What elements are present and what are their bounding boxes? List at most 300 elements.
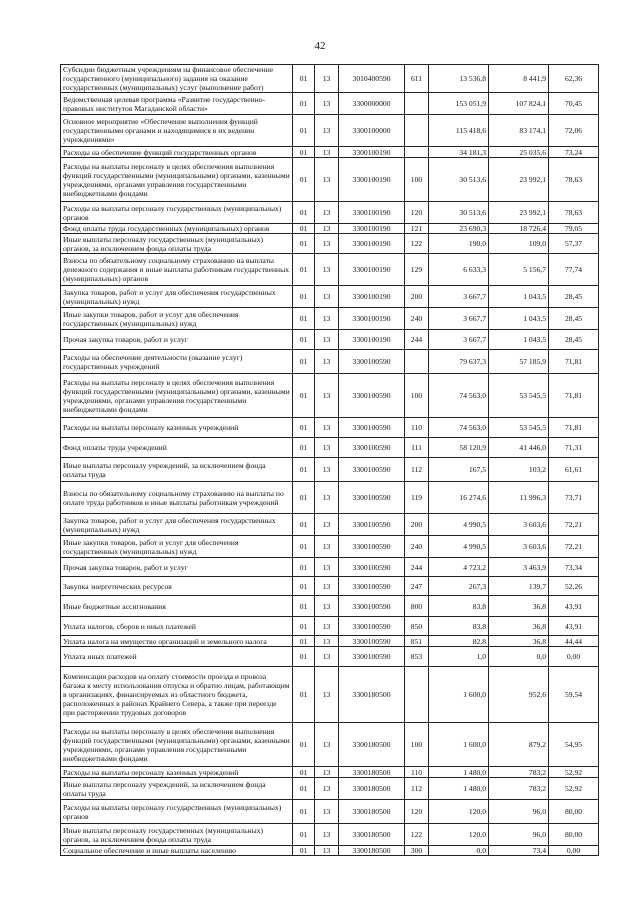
cell-expense-name: Расходы на выплаты персоналу в целях обеспечения выполнения функций государственными (муниципальными) органами, казенными учреждениями, органами управления государственными внебюджетными фондами	[61, 723, 293, 767]
cell-execution-percent: 73,34	[549, 558, 599, 577]
cell-expense-name: Иные выплаты персоналу государственных (муниципальных) органов, за исключением фонда оплаты труда	[61, 234, 293, 254]
cell-expense-type: 851	[405, 636, 429, 647]
cell-executed-amount: 18 726,4	[489, 224, 549, 234]
cell-subsection: 13	[315, 115, 339, 147]
cell-execution-percent: 28,45	[549, 330, 599, 350]
cell-expense-type: 611	[405, 65, 429, 93]
cell-execution-percent: 80,00	[549, 824, 599, 846]
cell-approved-amount: 30 513,6	[429, 202, 489, 224]
cell-executed-amount: 23 992,1	[489, 158, 549, 202]
cell-executed-amount: 23 992,1	[489, 202, 549, 224]
cell-subsection: 13	[315, 308, 339, 330]
cell-expense-type: 200	[405, 286, 429, 308]
cell-target-article: 3300100590	[339, 596, 405, 617]
cell-expense-name: Фонд оплаты труда учреждений	[61, 438, 293, 458]
cell-executed-amount: 3 463,9	[489, 558, 549, 577]
cell-subsection: 13	[315, 824, 339, 846]
table-row	[61, 286, 599, 308]
cell-expense-name: Иные закупки товаров, работ и услуг для обеспечения государственных (муниципальных) нужд	[61, 308, 293, 330]
table-row	[61, 158, 599, 202]
cell-expense-type: 240	[405, 308, 429, 330]
cell-approved-amount: 16 274,6	[429, 482, 489, 514]
cell-section: 01	[293, 438, 315, 458]
cell-section: 01	[293, 147, 315, 158]
cell-target-article: 3010400590	[339, 65, 405, 93]
cell-subsection: 13	[315, 254, 339, 286]
cell-expense-type	[405, 350, 429, 374]
cell-expense-type: 800	[405, 596, 429, 617]
cell-executed-amount: 96,0	[489, 800, 549, 824]
cell-target-article: 3300100000	[339, 115, 405, 147]
table-row	[61, 482, 599, 514]
cell-expense-type	[405, 667, 429, 723]
cell-target-article: 3300180500	[339, 800, 405, 824]
cell-expense-type: 244	[405, 330, 429, 350]
cell-executed-amount: 1 043,5	[489, 308, 549, 330]
cell-executed-amount: 103,2	[489, 458, 549, 482]
table-row	[61, 767, 599, 778]
cell-execution-percent: 73,24	[549, 147, 599, 158]
cell-target-article: 3300100590	[339, 647, 405, 667]
cell-target-article: 3300100190	[339, 330, 405, 350]
cell-expense-name: Иные бюджетные ассигнования	[61, 596, 293, 617]
cell-target-article: 3300100190	[339, 234, 405, 254]
cell-execution-percent: 52,92	[549, 778, 599, 800]
cell-expense-name: Фонд оплаты труда государственных (муниципальных) органов	[61, 224, 293, 234]
cell-target-article: 3300100590	[339, 617, 405, 636]
cell-executed-amount: 109,0	[489, 234, 549, 254]
cell-subsection: 13	[315, 617, 339, 636]
table-row	[61, 115, 599, 147]
cell-expense-name: Расходы на обеспечение функций государственных органов	[61, 147, 293, 158]
cell-execution-percent: 77,74	[549, 254, 599, 286]
cell-executed-amount: 11 996,3	[489, 482, 549, 514]
cell-expense-name: Компенсация расходов на оплату стоимости проезда и провоза багажа к месту использования отпуска и обратно лицам, работающим в организациях, финансируемых из областного бюджета, расположенных в районах Крайнего Севера, а также при переезде при расторжении трудовых договоров	[61, 667, 293, 723]
cell-subsection: 13	[315, 147, 339, 158]
table-row	[61, 800, 599, 824]
cell-section: 01	[293, 202, 315, 224]
cell-section: 01	[293, 224, 315, 234]
cell-executed-amount: 36,8	[489, 636, 549, 647]
cell-subsection: 13	[315, 723, 339, 767]
cell-expense-type: 100	[405, 723, 429, 767]
cell-executed-amount: 783,2	[489, 778, 549, 800]
cell-execution-percent: 71,81	[549, 418, 599, 438]
cell-subsection: 13	[315, 800, 339, 824]
cell-approved-amount: 30 513,6	[429, 158, 489, 202]
cell-execution-percent: 43,91	[549, 596, 599, 617]
cell-expense-name: Взносы по обязательному социальному страхованию на выплаты денежного содержания и иные выплаты работникам государственных (муниципальных) органов	[61, 254, 293, 286]
cell-section: 01	[293, 536, 315, 558]
cell-target-article: 3300100590	[339, 418, 405, 438]
cell-expense-name: Иные выплаты персоналу государственных (муниципальных) органов, за исключением фонда оплаты труда	[61, 824, 293, 846]
cell-subsection: 13	[315, 418, 339, 438]
cell-executed-amount: 73,4	[489, 846, 549, 856]
cell-expense-name: Иные выплаты персоналу учреждений, за исключением фонда оплаты труда	[61, 778, 293, 800]
cell-target-article: 3300180500	[339, 767, 405, 778]
cell-approved-amount: 3 667,7	[429, 308, 489, 330]
cell-subsection: 13	[315, 846, 339, 856]
cell-expense-type: 120	[405, 800, 429, 824]
cell-executed-amount: 5 156,7	[489, 254, 549, 286]
cell-expense-name: Расходы на выплаты персоналу государственных (муниципальных) органов	[61, 202, 293, 224]
cell-section: 01	[293, 596, 315, 617]
cell-executed-amount: 96,0	[489, 824, 549, 846]
cell-target-article: 3300100590	[339, 438, 405, 458]
cell-expense-type: 122	[405, 234, 429, 254]
table-body	[61, 65, 599, 856]
cell-expense-name: Закупка товаров, работ и услуг для обеспечения государственных (муниципальных) нужд	[61, 514, 293, 536]
cell-approved-amount: 34 181,3	[429, 147, 489, 158]
cell-subsection: 13	[315, 224, 339, 234]
cell-expense-type: 120	[405, 202, 429, 224]
cell-approved-amount: 58 120,9	[429, 438, 489, 458]
cell-target-article: 3300180500	[339, 824, 405, 846]
cell-execution-percent: 0,00	[549, 846, 599, 856]
cell-section: 01	[293, 93, 315, 115]
cell-approved-amount: 1,0	[429, 647, 489, 667]
table-row	[61, 93, 599, 115]
cell-approved-amount: 267,3	[429, 577, 489, 596]
cell-approved-amount: 167,5	[429, 458, 489, 482]
table-row	[61, 514, 599, 536]
cell-expense-name: Субсидии бюджетным учреждениям на финансовое обеспечение государственного (муниципального) задания на оказание государственных (муниципальных) услуг (выполнение работ)	[61, 65, 293, 93]
cell-target-article: 3300100590	[339, 374, 405, 418]
cell-section: 01	[293, 330, 315, 350]
budget-table	[60, 64, 599, 856]
table-row	[61, 558, 599, 577]
cell-approved-amount: 1 600,0	[429, 723, 489, 767]
cell-section: 01	[293, 286, 315, 308]
table-row	[61, 224, 599, 234]
cell-expense-name: Взносы по обязательному социальному страхованию на выплаты по оплате труда работников и иные выплаты работникам учреждений	[61, 482, 293, 514]
cell-execution-percent: 71,81	[549, 374, 599, 418]
cell-section: 01	[293, 418, 315, 438]
cell-executed-amount: 1 043,5	[489, 286, 549, 308]
cell-execution-percent: 78,63	[549, 158, 599, 202]
cell-executed-amount: 1 043,5	[489, 330, 549, 350]
cell-target-article: 3300100190	[339, 224, 405, 234]
cell-execution-percent: 71,81	[549, 350, 599, 374]
cell-expense-type: 240	[405, 536, 429, 558]
table-row	[61, 65, 599, 93]
cell-execution-percent: 52,26	[549, 577, 599, 596]
table-row	[61, 778, 599, 800]
cell-target-article: 3300100190	[339, 202, 405, 224]
cell-subsection: 13	[315, 482, 339, 514]
table-row	[61, 438, 599, 458]
cell-subsection: 13	[315, 636, 339, 647]
cell-target-article: 3300180500	[339, 846, 405, 856]
cell-section: 01	[293, 617, 315, 636]
cell-subsection: 13	[315, 514, 339, 536]
cell-expense-name: Основное мероприятие «Обеспечение выполнения функций государственными органами и находящимися в их ведении учреждениями»	[61, 115, 293, 147]
cell-expense-type: 100	[405, 158, 429, 202]
cell-section: 01	[293, 350, 315, 374]
cell-approved-amount: 74 563,0	[429, 374, 489, 418]
cell-subsection: 13	[315, 234, 339, 254]
cell-expense-type: 112	[405, 778, 429, 800]
cell-target-article: 3300100590	[339, 577, 405, 596]
cell-section: 01	[293, 824, 315, 846]
cell-subsection: 13	[315, 778, 339, 800]
cell-expense-type	[405, 115, 429, 147]
cell-expense-name: Расходы на выплаты персоналу в целях обеспечения выполнения функций государственными (муниципальными) органами, казенными учреждениями, органами управления государственными внебюджетными фондами	[61, 158, 293, 202]
cell-execution-percent: 52,92	[549, 767, 599, 778]
cell-approved-amount: 120,0	[429, 824, 489, 846]
cell-approved-amount: 83,8	[429, 596, 489, 617]
cell-subsection: 13	[315, 667, 339, 723]
cell-expense-name: Расходы на выплаты персоналу казенных учреждений	[61, 418, 293, 438]
cell-target-article: 3300100190	[339, 147, 405, 158]
cell-expense-name: Расходы на выплаты персоналу в целях обеспечения выполнения функций государственными (муниципальными) органами, казенными учреждениями, органами управления государственными внебюджетными фондами	[61, 374, 293, 418]
cell-section: 01	[293, 647, 315, 667]
cell-subsection: 13	[315, 596, 339, 617]
cell-section: 01	[293, 514, 315, 536]
cell-section: 01	[293, 558, 315, 577]
cell-expense-type: 112	[405, 458, 429, 482]
cell-approved-amount: 153 051,9	[429, 93, 489, 115]
cell-executed-amount: 3 603,6	[489, 536, 549, 558]
cell-expense-type: 200	[405, 514, 429, 536]
cell-expense-name: Расходы на обеспечение деятельности (оказание услуг) государственных учреждений	[61, 350, 293, 374]
cell-expense-name: Иные выплаты персоналу учреждений, за исключением фонда оплаты труда	[61, 458, 293, 482]
cell-execution-percent: 28,45	[549, 308, 599, 330]
cell-expense-name: Уплата налога на имущество организаций и земельного налога	[61, 636, 293, 647]
cell-expense-name: Ведомственная целевая программа «Развитие государственно-правовых институтов Магаданской области»	[61, 93, 293, 115]
cell-approved-amount: 120,0	[429, 800, 489, 824]
cell-execution-percent: 72,21	[549, 536, 599, 558]
cell-subsection: 13	[315, 767, 339, 778]
cell-execution-percent: 78,63	[549, 202, 599, 224]
cell-expense-type	[405, 147, 429, 158]
table-row	[61, 846, 599, 856]
cell-executed-amount: 53 545,5	[489, 418, 549, 438]
cell-subsection: 13	[315, 374, 339, 418]
table-row	[61, 596, 599, 617]
cell-execution-percent: 57,37	[549, 234, 599, 254]
cell-executed-amount: 25 035,6	[489, 147, 549, 158]
table-row	[61, 418, 599, 438]
cell-approved-amount: 0,0	[429, 846, 489, 856]
table-row	[61, 536, 599, 558]
cell-expense-type	[405, 93, 429, 115]
cell-expense-name: Уплата иных платежей	[61, 647, 293, 667]
cell-section: 01	[293, 482, 315, 514]
cell-expense-type: 110	[405, 767, 429, 778]
cell-subsection: 13	[315, 202, 339, 224]
table-row	[61, 647, 599, 667]
cell-subsection: 13	[315, 558, 339, 577]
cell-expense-type: 300	[405, 846, 429, 856]
cell-executed-amount: 107 824,1	[489, 93, 549, 115]
cell-section: 01	[293, 767, 315, 778]
cell-approved-amount: 115 418,6	[429, 115, 489, 147]
cell-section: 01	[293, 115, 315, 147]
cell-section: 01	[293, 254, 315, 286]
table-row	[61, 577, 599, 596]
page-number: 42	[314, 40, 326, 52]
cell-target-article: 3300100590	[339, 458, 405, 482]
cell-expense-name: Уплата налогов, сборов и иных платежей	[61, 617, 293, 636]
cell-subsection: 13	[315, 577, 339, 596]
cell-subsection: 13	[315, 350, 339, 374]
cell-executed-amount: 8 441,9	[489, 65, 549, 93]
cell-section: 01	[293, 308, 315, 330]
table-row	[61, 234, 599, 254]
cell-target-article: 3300100590	[339, 558, 405, 577]
cell-section: 01	[293, 374, 315, 418]
cell-executed-amount: 57 185,9	[489, 350, 549, 374]
cell-subsection: 13	[315, 536, 339, 558]
cell-target-article: 3300100590	[339, 636, 405, 647]
cell-expense-type: 100	[405, 374, 429, 418]
cell-execution-percent: 70,45	[549, 93, 599, 115]
cell-approved-amount: 82,8	[429, 636, 489, 647]
table-row	[61, 308, 599, 330]
table-row	[61, 723, 599, 767]
cell-subsection: 13	[315, 286, 339, 308]
cell-approved-amount: 1 480,0	[429, 767, 489, 778]
cell-section: 01	[293, 234, 315, 254]
cell-section: 01	[293, 65, 315, 93]
table-row	[61, 254, 599, 286]
cell-expense-name: Прочая закупка товаров, работ и услуг	[61, 330, 293, 350]
cell-executed-amount: 83 174,1	[489, 115, 549, 147]
cell-expense-type: 110	[405, 418, 429, 438]
cell-executed-amount: 0,0	[489, 647, 549, 667]
cell-expense-name: Социальное обеспечение и иные выплаты населению	[61, 846, 293, 856]
cell-approved-amount: 79 637,3	[429, 350, 489, 374]
cell-approved-amount: 4 723,2	[429, 558, 489, 577]
cell-subsection: 13	[315, 93, 339, 115]
cell-executed-amount: 3 603,6	[489, 514, 549, 536]
cell-expense-type: 247	[405, 577, 429, 596]
cell-executed-amount: 139,7	[489, 577, 549, 596]
cell-executed-amount: 879,2	[489, 723, 549, 767]
cell-target-article: 3300100590	[339, 482, 405, 514]
cell-approved-amount: 13 536,8	[429, 65, 489, 93]
cell-expense-type: 111	[405, 438, 429, 458]
cell-execution-percent: 79,05	[549, 224, 599, 234]
table-row	[61, 667, 599, 723]
cell-execution-percent: 44,44	[549, 636, 599, 647]
cell-subsection: 13	[315, 158, 339, 202]
cell-target-article: 3300100190	[339, 254, 405, 286]
cell-execution-percent: 72,21	[549, 514, 599, 536]
cell-approved-amount: 6 633,3	[429, 254, 489, 286]
cell-executed-amount: 783,2	[489, 767, 549, 778]
cell-target-article: 3300180500	[339, 667, 405, 723]
cell-approved-amount: 74 563,0	[429, 418, 489, 438]
cell-target-article: 3300100590	[339, 536, 405, 558]
cell-subsection: 13	[315, 647, 339, 667]
table-row	[61, 374, 599, 418]
table-row	[61, 147, 599, 158]
cell-expense-name: Расходы на выплаты персоналу государственных (муниципальных) органов	[61, 800, 293, 824]
cell-approved-amount: 4 990,5	[429, 536, 489, 558]
cell-approved-amount: 3 667,7	[429, 330, 489, 350]
cell-expense-type: 850	[405, 617, 429, 636]
cell-subsection: 13	[315, 458, 339, 482]
table-row	[61, 636, 599, 647]
cell-expense-type: 244	[405, 558, 429, 577]
cell-expense-name: Расходы на выплаты персоналу казенных учреждений	[61, 767, 293, 778]
cell-expense-type: 119	[405, 482, 429, 514]
cell-target-article: 3300180500	[339, 723, 405, 767]
cell-approved-amount: 83,8	[429, 617, 489, 636]
table-row	[61, 202, 599, 224]
cell-execution-percent: 80,00	[549, 800, 599, 824]
cell-section: 01	[293, 158, 315, 202]
cell-executed-amount: 53 545,5	[489, 374, 549, 418]
cell-section: 01	[293, 577, 315, 596]
cell-expense-type: 129	[405, 254, 429, 286]
cell-expense-name: Прочая закупка товаров, работ и услуг	[61, 558, 293, 577]
cell-approved-amount: 4 990,5	[429, 514, 489, 536]
cell-executed-amount: 952,6	[489, 667, 549, 723]
cell-approved-amount: 1 480,0	[429, 778, 489, 800]
cell-executed-amount: 36,8	[489, 596, 549, 617]
cell-execution-percent: 73,71	[549, 482, 599, 514]
table-row	[61, 824, 599, 846]
cell-target-article: 3300000000	[339, 93, 405, 115]
cell-expense-type: 122	[405, 824, 429, 846]
cell-section: 01	[293, 667, 315, 723]
table-row	[61, 350, 599, 374]
cell-expense-type: 853	[405, 647, 429, 667]
cell-execution-percent: 61,61	[549, 458, 599, 482]
cell-target-article: 3300100190	[339, 286, 405, 308]
cell-expense-name: Иные закупки товаров, работ и услуг для обеспечения государственных (муниципальных) нужд	[61, 536, 293, 558]
cell-executed-amount: 36,8	[489, 617, 549, 636]
cell-execution-percent: 43,91	[549, 617, 599, 636]
cell-execution-percent: 0,00	[549, 647, 599, 667]
cell-approved-amount: 190,0	[429, 234, 489, 254]
cell-execution-percent: 28,45	[549, 286, 599, 308]
cell-section: 01	[293, 846, 315, 856]
cell-execution-percent: 72,06	[549, 115, 599, 147]
cell-execution-percent: 62,36	[549, 65, 599, 93]
cell-target-article: 3300100190	[339, 308, 405, 330]
cell-approved-amount: 3 667,7	[429, 286, 489, 308]
cell-section: 01	[293, 800, 315, 824]
cell-subsection: 13	[315, 438, 339, 458]
cell-expense-name: Закупка товаров, работ и услуг для обеспечения государственных (муниципальных) нужд	[61, 286, 293, 308]
cell-target-article: 3300100590	[339, 514, 405, 536]
cell-approved-amount: 1 600,0	[429, 667, 489, 723]
cell-section: 01	[293, 723, 315, 767]
cell-subsection: 13	[315, 330, 339, 350]
cell-executed-amount: 41 446,0	[489, 438, 549, 458]
cell-section: 01	[293, 458, 315, 482]
cell-section: 01	[293, 636, 315, 647]
table-row	[61, 617, 599, 636]
table-row	[61, 330, 599, 350]
cell-target-article: 3300100190	[339, 158, 405, 202]
cell-execution-percent: 59,54	[549, 667, 599, 723]
cell-target-article: 3300180500	[339, 778, 405, 800]
cell-approved-amount: 23 690,3	[429, 224, 489, 234]
cell-subsection: 13	[315, 65, 339, 93]
cell-execution-percent: 71,31	[549, 438, 599, 458]
cell-expense-type: 121	[405, 224, 429, 234]
cell-target-article: 3300100590	[339, 350, 405, 374]
cell-section: 01	[293, 778, 315, 800]
table-row	[61, 458, 599, 482]
cell-execution-percent: 54,95	[549, 723, 599, 767]
cell-expense-name: Закупка энергетических ресурсов	[61, 577, 293, 596]
